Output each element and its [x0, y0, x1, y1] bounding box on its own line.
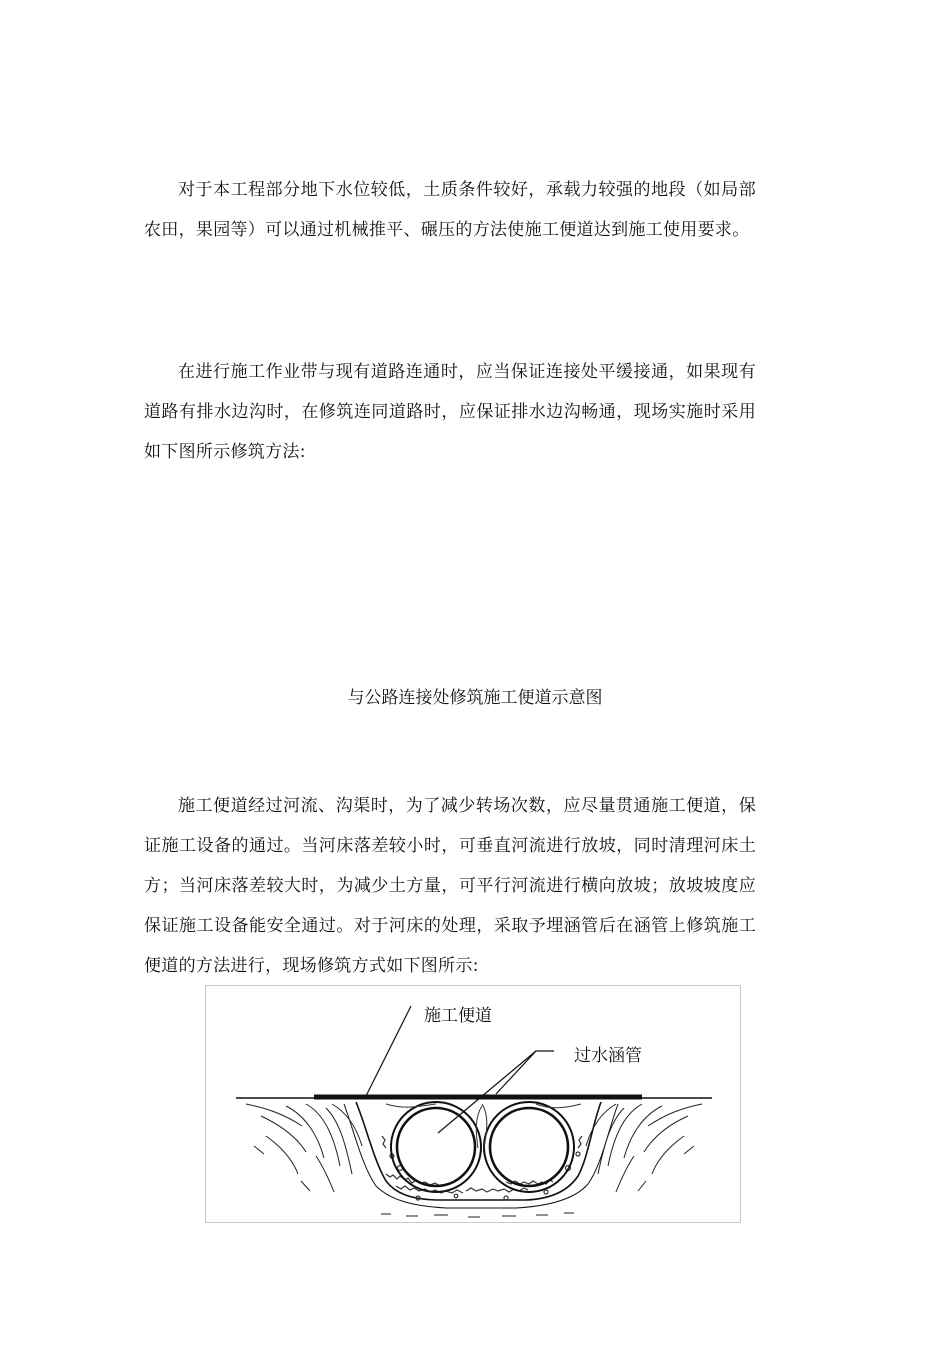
leader-road [366, 1006, 411, 1096]
trench-outline [356, 1102, 601, 1200]
figure-caption-road-connection: 与公路连接处修筑施工便道示意图 [347, 688, 603, 708]
label-culvert-pipe: 过水涵管 [574, 1046, 642, 1066]
soil-hatching-left [246, 1104, 362, 1192]
paragraph-earthwork: 对于本工程部分地下水位较低，土质条件较好，承载力较强的地段（如局部农田，果园等）可以通过机械推平、碾压的方法使施工便道达到施工使用要求。 [144, 180, 756, 240]
label-construction-road: 施工便道 [424, 1006, 492, 1026]
paragraph-river-crossing: 施工便道经过河流、沟渠时，为了减少转场次数，应尽量贯通施工便道，保证施工设备的通过。当河床落差较小时，可垂直河流进行放坡，同时清理河床土方；当河床落差较大时，为减少土方量，可平行河流进行横向放坡；放坡坡度应保证施工设备能安全通过。对于河床的处理，采取予埋涵管后在涵管上修筑施工便道的方法进行，现场修筑方式如下图所示: [144, 796, 756, 976]
leader-culvert-right [496, 1051, 554, 1094]
soil-hatching-right [586, 1104, 702, 1192]
culvert-pipes [391, 1102, 574, 1192]
ground-dashes [381, 1213, 574, 1217]
gravel-fill [382, 1136, 582, 1200]
culvert-road-diagram [205, 985, 741, 1223]
paragraph-road-connection: 在进行施工作业带与现有道路连通时，应当保证连接处平缓接通，如果现有道路有排水边沟时，在修筑连同道路时，应保证排水边沟畅通，现场实施时采用如下图所示修筑方法: [144, 362, 756, 462]
